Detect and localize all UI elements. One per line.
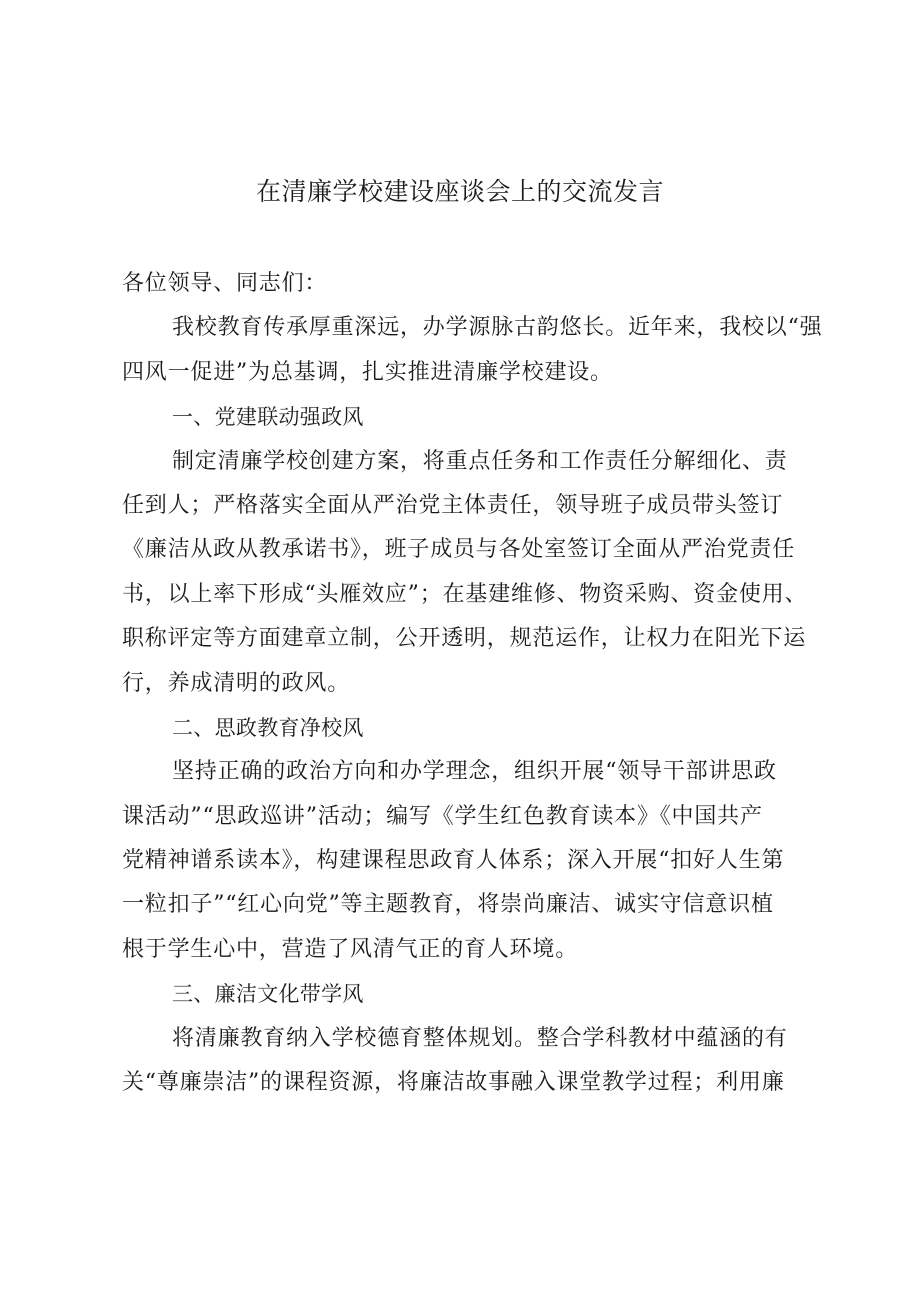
paragraph-line: 根于学生心中，营造了风清气正的育人环境。 — [122, 936, 579, 962]
intro-line: 我校教育传承厚重深远，办学源脉古韵悠长。近年来，我校以“强 — [172, 315, 823, 341]
document-title: 在清廉学校建设座谈会上的交流发言 — [255, 177, 664, 206]
paragraph-line: 关“尊廉崇洁”的课程资源，将廉洁故事融入课堂教学过程；利用廉 — [122, 1070, 785, 1096]
paragraph-line: 一粒扣子”“红心向党”等主题教育，将崇尚廉洁、诚实守信意识植 — [122, 892, 774, 918]
paragraph-line: 行，养成清明的政风。 — [122, 670, 351, 696]
section-heading: 一、党建联动强政风 — [172, 405, 364, 430]
salutation: 各位领导、同志们： — [122, 271, 328, 296]
paragraph-line: 《廉洁从政从教承诺书》，班子成员与各处室签订全面从严治党责任 — [122, 537, 796, 563]
intro-line: 四风一促进”为总基调，扎实推进清廉学校建设。 — [122, 359, 613, 385]
paragraph-line: 将清廉教育纳入学校德育整体规划。整合学科教材中蕴涵的有 — [172, 1025, 788, 1051]
section-heading: 二、思政教育净校风 — [172, 715, 364, 740]
document-body — [122, 262, 823, 1105]
paragraph-line: 党精神谱系读本》，构建课程思政育人体系；深入开展“扣好人生第 — [122, 848, 785, 874]
paragraph-line: 职称评定等方面建章立制，公开透明，规范运作，让权力在阳光下运 — [122, 626, 807, 652]
section-heading: 三、廉洁文化带学风 — [172, 982, 364, 1007]
paragraph-line: 坚持正确的政治方向和办学理念，组织开展“领导干部讲思政 — [172, 759, 777, 785]
paragraph-line: 书，以上率下形成“头雁效应”；在基建维修、物资采购、资金使用、 — [122, 581, 808, 607]
paragraph-line: 课活动”“思政巡讲”活动；编写《学生红色教育读本》《中国共产 — [122, 803, 763, 829]
paragraph-line: 制定清廉学校创建方案，将重点任务和工作责任分解细化、责 — [172, 448, 788, 474]
paragraph-line: 任到人；严格落实全面从严治党主体责任，领导班子成员带头签订 — [122, 492, 784, 518]
